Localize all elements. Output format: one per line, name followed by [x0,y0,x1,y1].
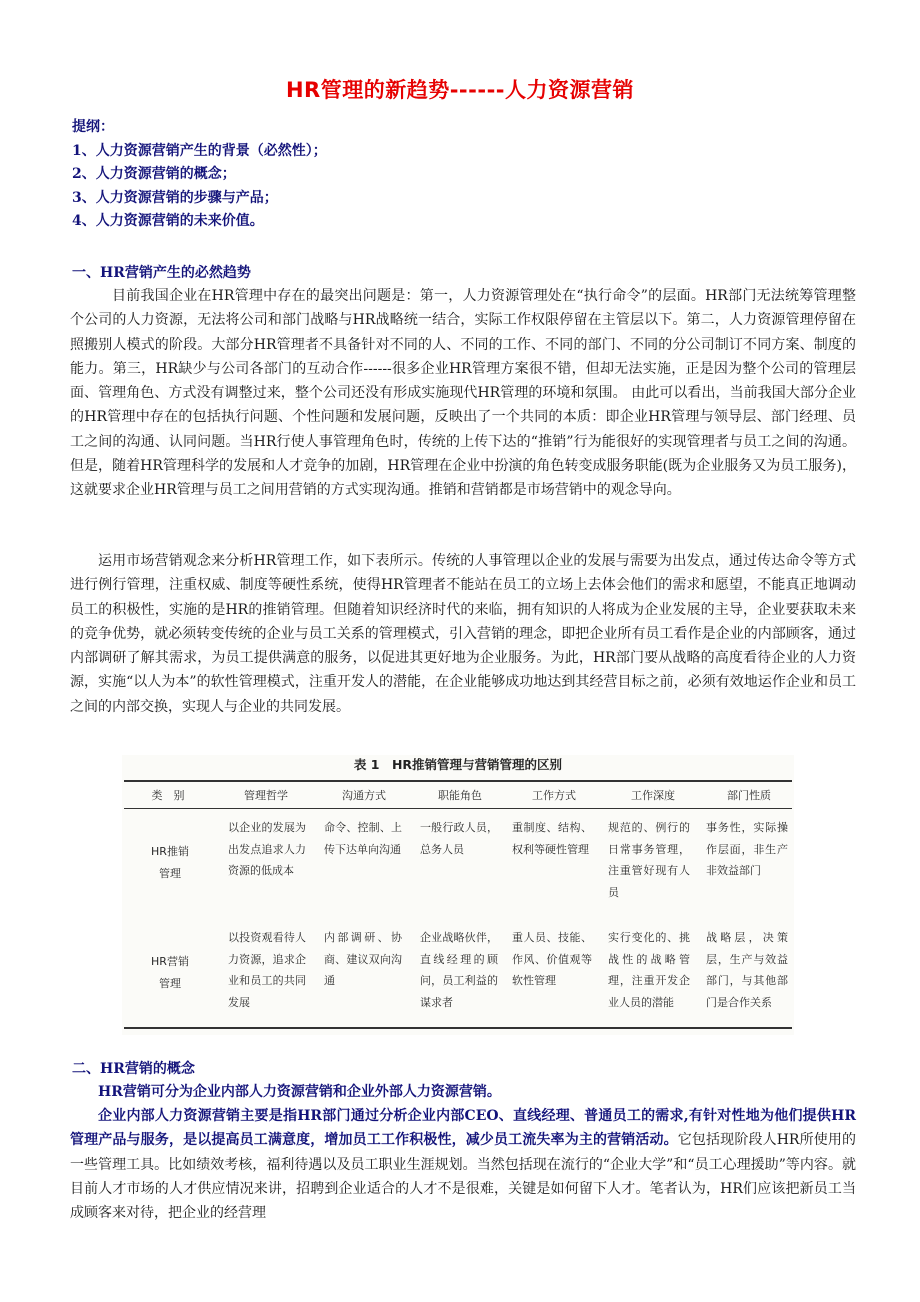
section2-paragraph-rest: 它包括现阶段人HR所使用的一些管理工具。比如绩效考核，福利待遇以及员工职业生涯规划。当然包括现在流行的“企业大学”和“员工心理援助”等内容。就目前人才市场的人才供应情况来讲，招聘到企业适合的人才不是很难，关键是如何留下人才。笔者认为，HR们应该把新员工当成顾客来对待，把企业的经营理 [70,1132,857,1222]
table-cell: 内部调研、协商、建议双向沟通 [324,931,402,987]
section2-paragraph-bold: 企业内部人力资源营销主要是指HR部门通过分析企业内部CEO、直线经理、普通员工的需求,有针对性地为他们提供HR管理产品与服务，是以提高员工满意度，增加员工工作积极性，减少员工流失率为主的营销活动。 [70,1108,856,1149]
table-header-cell: 职能角色 [438,789,482,802]
table-cell: 以企业的发展为出发点追求人力资源的低成本 [228,821,306,877]
table-row-label: HR营销管理 [151,955,189,990]
table-cell: 一般行政人员，总务人员 [420,821,498,856]
table-header-cell: 部门性质 [727,789,771,802]
table-bottom-rule [124,1027,792,1029]
section2-lead: HR营销可分为企业内部人力资源营销和企业外部人力资源营销。 [98,1084,501,1100]
table-cell: 企业战略伙伴，直线经理的顾问，员工利益的谋求者 [420,931,498,1009]
table-header-cell: 工作方式 [532,789,576,802]
outline-item: 3、人力资源营销的步骤与产品； [72,189,278,206]
table-header-cell: 沟通方式 [342,789,386,802]
table-header-cell: 工作深度 [631,789,675,802]
comparison-table [122,755,794,1035]
table-cell: 以投资观看待人力资源，追求企业和员工的共同发展 [228,931,306,1009]
outline-item: 2、人力资源营销的概念； [72,166,236,182]
outline-label: 提纲： [72,119,114,135]
table-cell: 战略层，决策层，生产与效益部门，与其他部门是合作关系 [706,931,788,1009]
table-title: 表 1 HR推销管理与营销管理的区别 [353,757,563,772]
table-cell: 事务性，实际操作层面，非生产非效益部门 [706,821,788,877]
section2-paragraph [70,1104,856,1225]
outline-item: 1、人力资源营销产生的背景（必然性）； [72,142,327,159]
table-cell: 规范的、例行的日常事务管理，注重管好现有人员 [608,821,690,899]
outline-item: 4、人力资源营销的未来价值。 [72,213,264,229]
outline [72,116,852,234]
section1-paragraph-2: 运用市场营销观念来分析HR管理工作，如下表所示。传统的人事管理以企业的发展与需要为出发点，通过传达命令等方式进行例行管理，注重权威、制度等硬性系统，使得HR管理者不能站在员工的立场上去体会他们的需求和愿望，不能真正地调动员工的积极性，实施的是HR的推销管理。但随着知识经济时代的来临，拥有知识的人将成为企业发展的主导，企业要获取未来的竞争优势，就必须转变传统的企业与员工关系的管理模式，引入营销的理念，即把企业所有员工看作是企业的内部顾客，通过内部调研了解其需求，为员工提供满意的服务，以促进其更好地为企业服务。为此，HR部门要从战略的高度看待企业的人力资源，实施“以人为本”的软性管理模式，注重开发人的潜能，在企业能够成功地达到其经营目标之前，必须有效地运作企业和员工之间的内部交换，实现人与企业的共同发展。 [70,553,856,715]
table-header-cell: 类 别 [151,789,185,802]
section2-heading: 二、HR营销的概念 [72,1061,195,1077]
table-header-cell: 管理哲学 [244,789,288,802]
table-cell: 重人员、技能、作风、价值观等软性管理 [512,931,592,987]
table-top-rule [124,780,792,782]
table-row-label: HR推销管理 [151,845,189,880]
section1-heading: 一、HR营销产生的必然趋势 [72,265,251,281]
table-cell: 重制度、结构、权利等硬性管理 [512,821,592,856]
table-cell: 命令、控制、上传下达单向沟通 [324,821,402,856]
table-header-rule [124,808,792,809]
section1-paragraph-1: 目前我国企业在HR管理中存在的最突出问题是：第一，人力资源管理处在“执行命令”的层面。HR部门无法统筹管理整个公司的人力资源，无法将公司和部门战略与HR战略统一结合，实际工作权限停留在主管层以下。第二，人力资源管理停留在照搬别人模式的阶段。大部分HR管理者不具备针对不同的人、不同的工作、不同的部门、不同的分公司制订不同方案、制度的能力。第三，HR缺少与公司各部门的互动合作------很多企业HR管理方案很不错，但却无法实施，正是因为整个公司的管理层面、管理角色、方式没有调整过来，整个公司还没有形成实施现代HR管理的环境和氛围。 由此可以看出，当前我国大部分企业的HR管理中存在的包括执行问题、个性问题和发展问题，反映出了一个共同的本质：即企业HR管理与领导层、部门经理、员工之间的沟通、认同问题。当HR行使人事管理角色时，传统的上传下达的“推销”行为能很好的实现管理者与员工之间的沟通。但是，随着HR管理科学的发展和人才竞争的加剧，HR管理在企业中扮演的角色转变成服务职能(既为企业服务又为员工服务)，这就要求企业HR管理与员工之间用营销的方式实现沟通。推销和营销都是市场营销中的观念导向。 [70,288,856,499]
document-title: HR管理的新趋势------人力资源营销 [285,78,635,102]
table-cell: 实行变化的、挑战性的战略管理，注重开发企业人员的潜能 [608,931,690,1009]
